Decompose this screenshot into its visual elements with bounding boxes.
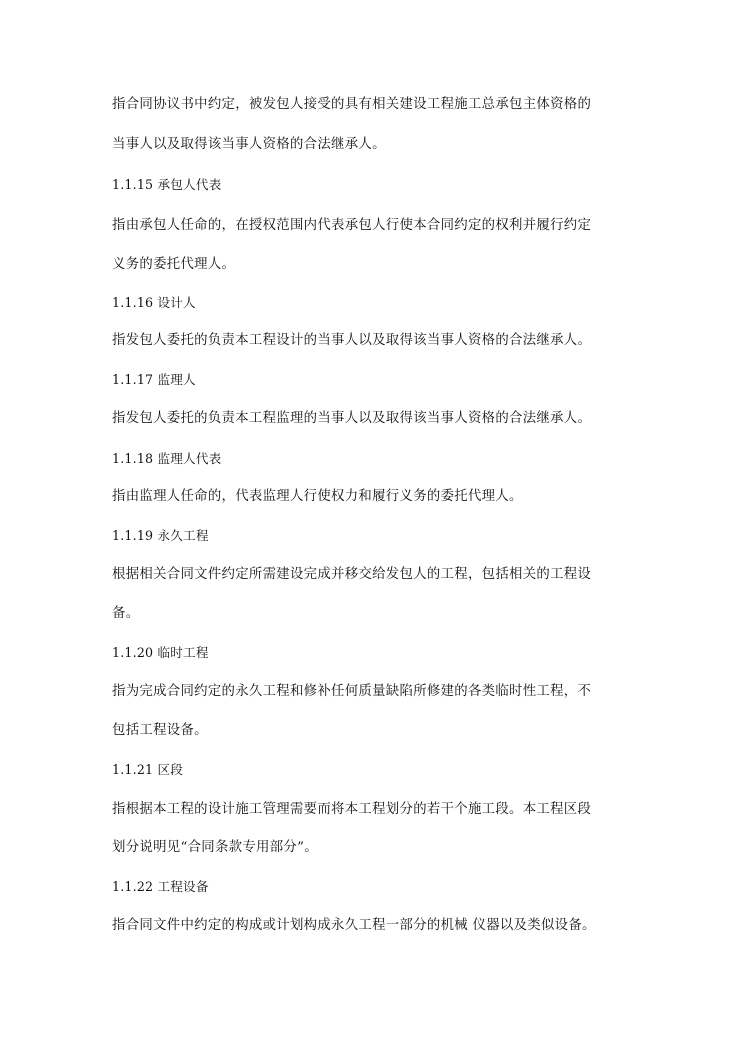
section-heading-1-1-16: 1.1.16 设计人 <box>112 295 196 310</box>
paragraph-line: 义务的委托代理人。 <box>112 257 236 272</box>
paragraph-line: 备。 <box>112 606 140 621</box>
section-heading-1-1-18: 1.1.18 监理人代表 <box>112 451 222 466</box>
section-heading-1-1-22: 1.1.22 工程设备 <box>112 879 209 894</box>
section-heading-1-1-20: 1.1.20 临时工程 <box>112 645 209 660</box>
paragraph-line: 指根据本工程的设计施工管理需要而将本工程划分的若干个施工段。本工程区段 <box>112 802 592 817</box>
paragraph-line: 指发包人委托的负责本工程设计的当事人以及取得该当事人资格的合法继承人。 <box>112 333 592 348</box>
paragraph-line: 指为完成合同约定的永久工程和修补任何质量缺陷所修建的各类临时性工程，不 <box>112 684 592 699</box>
paragraph-line: 指发包人委托的负责本工程监理的当事人以及取得该当事人资格的合法继承人。 <box>112 411 592 426</box>
paragraph-line: 指由监理人任命的，代表监理人行使权力和履行义务的委托代理人。 <box>112 489 523 504</box>
paragraph-line: 指由承包人任命的，在授权范围内代表承包人行使本合同约定的权利并履行约定 <box>112 218 592 233</box>
paragraph-line: 指合同文件中约定的构成或计划构成永久工程一部分的机械 仪器以及类似设备。 <box>112 918 596 933</box>
paragraph-line: 划分说明见“合同条款专用部分”。 <box>112 840 318 855</box>
section-heading-1-1-19: 1.1.19 永久工程 <box>112 528 209 543</box>
section-heading-1-1-21: 1.1.21 区段 <box>112 762 184 777</box>
paragraph-line: 当事人以及取得该当事人资格的合法继承人。 <box>112 137 386 152</box>
section-heading-1-1-15: 1.1.15 承包人代表 <box>112 177 222 192</box>
paragraph-line: 指合同协议书中约定，被发包人接受的具有相关建设工程施工总承包主体资格的 <box>112 97 592 112</box>
paragraph-line: 根据相关合同文件约定所需建设完成并移交给发包人的工程，包括相关的工程设 <box>112 567 592 582</box>
section-heading-1-1-17: 1.1.17 监理人 <box>112 372 196 387</box>
paragraph-line: 包括工程设备。 <box>112 723 208 738</box>
